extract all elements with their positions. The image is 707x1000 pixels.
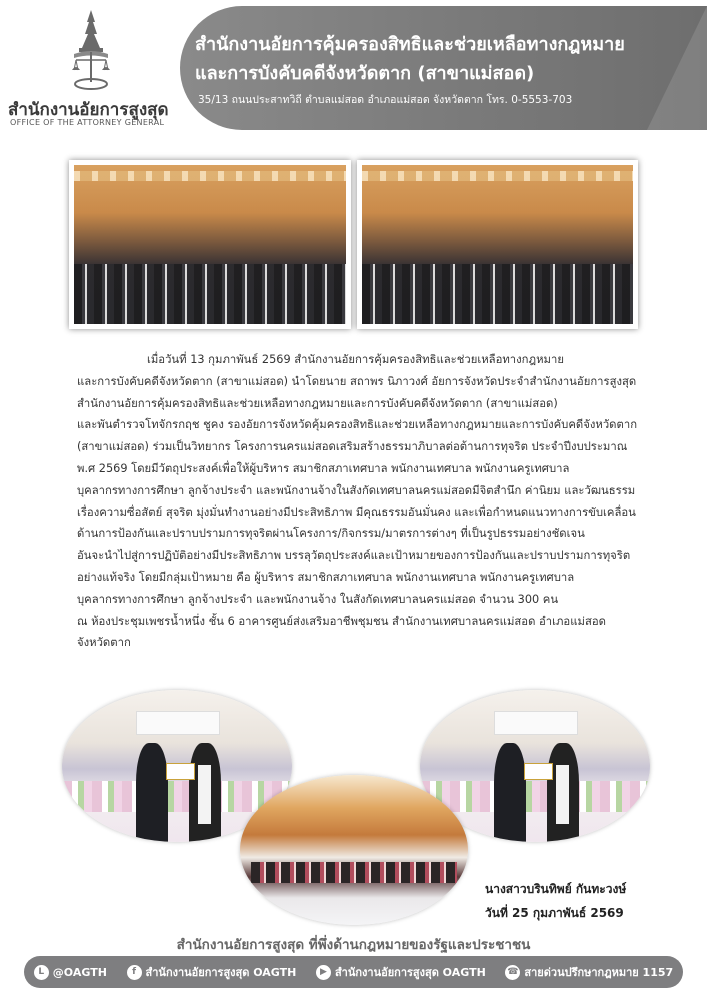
body-line: ณ ห้องประชุมเพชรน้ำหนึ่ง ชั้น 6 อาคารศูนย์ส่งเสริมอาชีพชุมชน สำนักงานเทศบาลนครแม่สอด อำเภอแม่สอด	[77, 614, 606, 628]
body-line: เมื่อวันที่ 13 กุมภาพันธ์ 2569 สำนักงานอัยการคุ้มครองสิทธิและช่วยเหลือทางกฎหมาย	[147, 353, 564, 366]
page-header	[0, 0, 707, 134]
youtube-contact[interactable]	[316, 963, 486, 981]
body-line: และพันตำรวจโทจักรกฤช ชูคง รองอัยการจังหวัดคุ้มครองสิทธิและช่วยเหลือทางกฎหมายและการบังคับคดีจังหวัดตาก	[77, 418, 638, 432]
body-line: พ.ศ 2569 โดยมีวัตถุประสงค์เพื่อให้ผู้บริหาร สมาชิกสภาเทศบาล พนักงานเทศบาล พนักงานครูเทศบาล	[77, 461, 570, 475]
org-name-english: OFFICE OF THE ATTORNEY GENERAL	[10, 118, 165, 127]
reporter-name: นางสาวบรินทิพย์ กันทะวงษ์	[485, 882, 627, 896]
attorney-general-emblem-icon	[64, 8, 118, 92]
line-contact[interactable]	[34, 965, 107, 980]
group-photo-2-image	[362, 165, 633, 324]
body-line: เรื่องความซื่อสัตย์ สุจริต มุ่งมั่นทำงานอย่างมีประสิทธิภาพ มีคุณธรรมอันมั่นคง และเพื่อกำหนดแนวทางการขับเคลื่อน	[77, 505, 636, 519]
footer-contact-bar	[24, 956, 683, 988]
body-line: บุคลากรทางการศึกษา ลูกจ้างประจำ และพนักงานจ้าง ในสังกัดเทศบาลนครแม่สอด จำนวน 300 คน	[77, 592, 559, 606]
office-title-line1: สำนักงานอัยการคุ้มครองสิทธิและช่วยเหลือทางกฎหมาย	[195, 34, 625, 55]
body-line: บุคลากรทางการศึกษา ลูกจ้างประจำ และพนักงานจ้างในสังกัดเทศบาลนครแม่สอดมีจิตสำนึก ค่านิยม และวัฒนธรรม	[77, 483, 636, 497]
youtube-contact-label: สำนักงานอัยการสูงสุด OAGTH	[334, 966, 486, 979]
office-address: 35/13 ถนนประสาทวิถี ตำบลแม่สอด อำเภอแม่สอด จังหวัดตาก โทร. 0-5553-703	[198, 94, 573, 106]
body-line: สำนักงานอัยการคุ้มครองสิทธิและช่วยเหลือทางกฎหมายและการบังคับคดีจังหวัดตาก (สาขาแม่สอด)	[77, 396, 558, 410]
facebook-contact-label: สำนักงานอัยการสูงสุด OAGTH	[145, 966, 297, 979]
group-photo-1-image	[74, 165, 346, 324]
facebook-contact[interactable]	[127, 963, 297, 981]
youtube-icon: ▶	[316, 965, 331, 980]
footer-slogan: สำนักงานอัยการสูงสุด ที่พึ่งด้านกฎหมายของรัฐและประชาชน	[176, 937, 531, 953]
line-icon: L	[34, 965, 49, 980]
phone-icon: ☎	[505, 965, 520, 980]
org-name-thai: สำนักงานอัยการสูงสุด	[8, 100, 169, 120]
line-contact-label: @OAGTH	[52, 965, 107, 979]
report-date: วันที่ 25 กุมภาพันธ์ 2569	[485, 906, 624, 920]
body-line: จังหวัดตาก	[77, 636, 131, 650]
meeting-photo-center	[240, 775, 468, 925]
group-photo-1	[69, 160, 351, 329]
body-line: ด้านการป้องกันและปราบปรามการทุจริตผ่านโครงการ/กิจกรรม/มาตรการต่างๆ ที่เป็นรูปธรรมอย่างชัดเจน	[77, 527, 585, 541]
body-line: อันจะนำไปสู่การปฏิบัติอย่างมีประสิทธิภาพ บรรลุวัตถุประสงค์และเป้าหมายของการป้องกันและปราบปรามการทุจริต	[77, 549, 631, 563]
body-line: (สาขาแม่สอด) ร่วมเป็นวิทยากร โครงการนครแม่สอดเสริมสร้างธรรมาภิบาลต่อต้านการทุจริต ประจำปีงบประมาณ	[77, 440, 628, 454]
office-title-line2: และการบังคับคดีจังหวัดตาก (สาขาแม่สอด)	[195, 63, 535, 84]
group-photo-2	[357, 160, 638, 329]
body-line: อย่างแท้จริง โดยมีกลุ่มเป้าหมาย คือ ผู้บริหาร สมาชิกสภาเทศบาล พนักงานเทศบาล พนักงานครูเทศบาล	[77, 570, 575, 584]
hotline-contact[interactable]	[505, 963, 673, 981]
news-body	[77, 349, 638, 654]
body-line: และการบังคับคดีจังหวัดตาก (สาขาแม่สอด) นำโดยนาย สถาพร นิภาวงศ์ อัยการจังหวัดประจำสำนักงานอัยการสูงสุด	[77, 374, 637, 388]
facebook-icon: f	[127, 965, 142, 980]
hotline-contact-label: สายด่วนปรึกษากฎหมาย 1157	[524, 966, 674, 979]
